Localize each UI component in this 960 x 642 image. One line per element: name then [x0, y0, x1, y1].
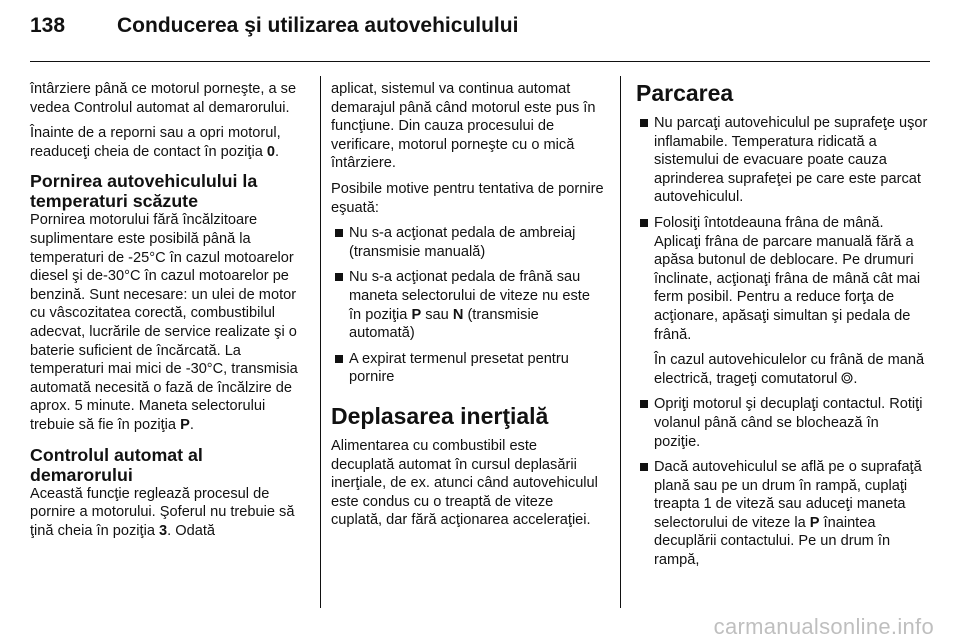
list-item-text	[654, 351, 929, 388]
text: Nu s-a acţionat pedala de frână sau maneta selectorului de viteze nu este în poziţia	[349, 269, 590, 323]
text: Această funcţie reglează procesul de pornire a motorului. Şoferul nu trebuie să ţină cheia în poziţia	[30, 485, 295, 539]
text: Dacă autovehiculul se află pe o suprafaţă plană sau pe un drum în rampă, cuplaţi treapta 1 de viteză sau aduceţi maneta selectorului de viteze la	[654, 459, 922, 531]
list-item	[636, 458, 929, 570]
text: Înainte de a reporni sau a opri motorul, readuceţi cheia de contact în poziţia	[30, 125, 281, 160]
bold-text: 0	[266, 143, 276, 160]
paragraph: Posibile motive pentru tentativa de pornire eşuată:	[331, 180, 604, 216]
paragraph	[30, 124, 309, 161]
bold-text: 3	[159, 522, 168, 539]
paragraph: Alimentarea cu combustibil este decuplată automat în cursul deplasării inerţiale, de ex. atunci când autovehiculul este condus cu o treaptă de viteze cuplată, dar fără acţionarea acceleraţiei.	[331, 437, 598, 529]
column-3	[636, 80, 929, 577]
paragraph	[30, 211, 309, 434]
bold-text: P	[411, 306, 422, 323]
list-item	[636, 214, 929, 388]
page-header	[30, 14, 930, 54]
page-title: Conducerea şi utilizarea autovehiculului	[117, 14, 519, 37]
text: sau	[421, 306, 453, 323]
column-divider	[620, 76, 621, 608]
paragraph	[30, 485, 309, 541]
list-item: Nu parcaţi autovehiculul pe suprafeţe uşor inflamabile. Temperatura ridicată a sistemului de evacuare poate cauza aprinderea suprafeţei pe care este parcat autovehiculul.	[636, 114, 929, 207]
column-1	[30, 80, 309, 547]
bold-text: P	[180, 416, 190, 433]
section-heading: Controlul automat al demarorului	[30, 444, 203, 485]
list-item: Opriţi motorul şi decuplaţi contactul. Rotiţi volanul până când se blochează în poziţie.	[636, 395, 929, 451]
list-item: Nu s-a acţionat pedala de ambreiaj (transmisie manuală)	[331, 224, 604, 261]
column-divider	[320, 76, 321, 608]
list-item	[331, 268, 604, 342]
section-heading: Pornirea autovehiculului la temperaturi scăzute	[30, 171, 258, 212]
parking-brake-switch-icon	[841, 371, 853, 383]
paragraph: aplicat, sistemul va continua automat demarajul până când motorul este pus în funcţiune. Din cauza procesului de verificare, motorul porneşte cu o mică întârziere.	[331, 81, 596, 172]
paragraph: întârziere până ce motorul porneşte, a se vedea Controlul automat al demarorului.	[30, 81, 297, 116]
page-number: 138	[30, 14, 66, 37]
watermark: carmanualsonline.info	[713, 614, 934, 639]
text: înaintea decuplării contactului. Pe un drum în rampă,	[654, 514, 891, 569]
text: .	[275, 143, 280, 160]
header-divider	[30, 61, 930, 62]
text: .	[189, 416, 194, 433]
text: Pornirea motorului fără încălzitoare suplimentare este posibilă până la temperaturi de -25°C în cazul motoarelor diesel şi de-30°C în cazul motoarelor pe benzină. Sunt necesare: un ulei de motor cu vâscozitatea corectă, combustibilul adecvat, lucrările de service realizate şi o baterie suficient de încărcată. La temperaturi mai mici de -30°C, transmisia automată necesită o fază de încălzire de aprox. 5 minute. Maneta selectorului trebuie să fie în poziţia	[30, 212, 298, 433]
text: . Odată	[167, 522, 215, 539]
text: .	[853, 370, 858, 387]
list-item: A expirat termenul presetat pentru pornire	[331, 350, 604, 387]
section-heading: Deplasarea inerţială	[331, 402, 549, 429]
column-2	[331, 80, 604, 537]
bold-text: N	[452, 306, 464, 323]
text: (transmisie automată)	[349, 306, 539, 342]
bold-text: P	[809, 514, 820, 531]
section-heading: Parcarea	[636, 80, 734, 106]
list-item-text: Folosiţi întotdeauna frâna de mână. Aplicaţi frâna de parcare manuală fără a apăsa butonul de deblocare. Pe drumuri înclinate, acţionaţi frâna de mână cât mai ferm posibil. Pentru a reduce forţa de acţionare, apăsaţi simultan şi pedala de frână.	[654, 214, 921, 343]
text: În cazul autovehiculelor cu frână de mană electrică, trageţi comutatorul	[654, 352, 925, 387]
